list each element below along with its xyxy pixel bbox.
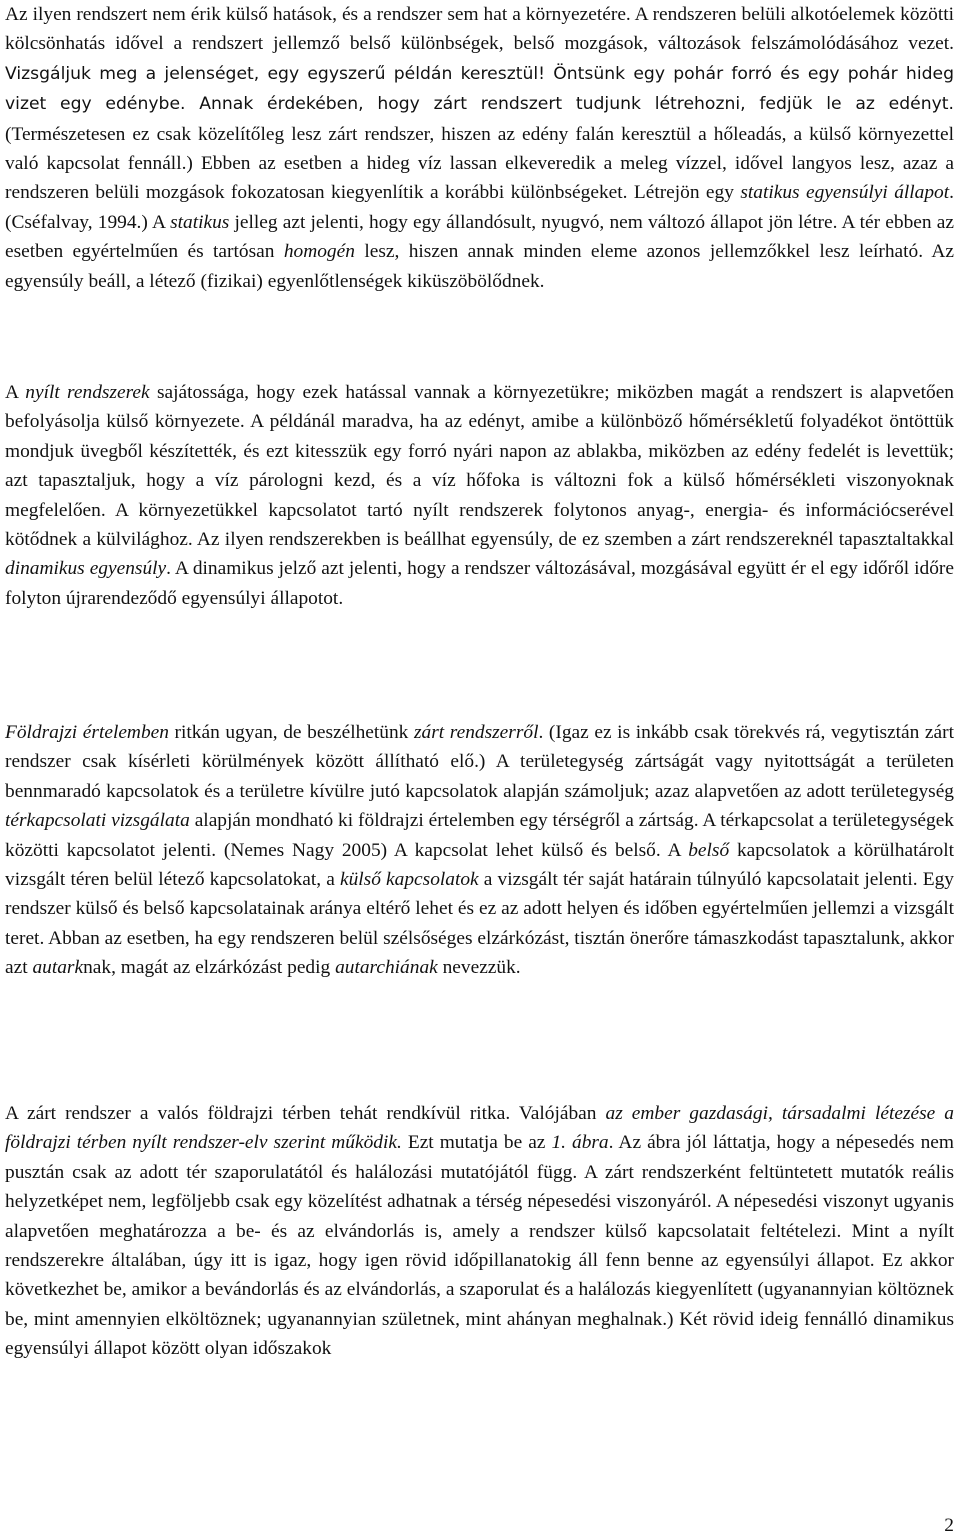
paragraph-closed-systems <box>5 0 954 296</box>
body-text: alapján mondható ki földrajzi értelemben egy térségről a zártság. A térkapcsolat a területegységek közötti kapcsolatot jelenti. (Nemes Nagy 2005) A kapcsolat lehet külső és belső. A <box>5 810 955 861</box>
body-text: nevezzük. <box>437 957 521 979</box>
emphasis-text: 1. ábra <box>551 1132 609 1154</box>
body-text: . A dinamikus jelző azt jelenti, hogy a rendszer változásával, mozgásával együtt ér el egy időről időre folyton újrarendeződő egyensúlyi állapotot. <box>5 558 954 609</box>
page-number: 2 <box>944 1515 954 1536</box>
paragraph-open-systems <box>5 378 954 613</box>
body-text: jelleg azt jelenti, hogy egy állandósult, nyugvó, nem változó állapot jön létre. A tér ebben az esetben egyértelműen és tartósan <box>5 211 954 263</box>
emphasis-text: térkapcsolati vizsgálata <box>5 810 190 832</box>
emphasis-text: statikus egyensúlyi állapot <box>740 182 950 204</box>
body-text: ritkán ugyan, de beszélhetünk <box>168 722 414 743</box>
paragraph-population-open-system <box>5 1099 954 1364</box>
emphasis-text: homogén <box>283 241 355 263</box>
body-text: A zárt rendszer a valós földrajzi térben tehát rendkívül ritka. Valójában <box>5 1103 606 1124</box>
emphasis-text: autarchiának <box>335 957 438 979</box>
emphasis-text: dinamikus egyensúly <box>5 558 167 580</box>
emphasis-text: belső <box>688 839 730 861</box>
emphasis-text: autark <box>32 957 84 979</box>
body-text: . (Cséfalvay, 1994.) A <box>5 182 954 233</box>
emphasis-text: az ember gazdasági, társadalmi létezése a földrajzi térben nyílt rendszer-elv szerint működik. <box>5 1103 954 1154</box>
body-text: Az ilyen rendszert nem érik külső hatások, és a rendszer sem hat a környezetére. A rendszeren belüli alkotóelemek közötti kölcsönhatás idővel a rendszert jellemző belső különbségek, belső mozgások, változások felszámolódásához vezet. <box>5 4 954 55</box>
body-text: kapcsolatok a körülhatárolt vizsgált téren belül létező kapcsolatokat, a <box>5 839 955 891</box>
body-text: a vizsgált tér saját határain túlnyúló kapcsolatait jelenti. Egy rendszer külső és belső kapcsolatainak aránya eltérő lehet és ez az adott helyen és időben egyértelműen jellemzi a vizsgált teret. Abban az esetben, ha egy rendszeren belül szélsőséges elzárkózást, tisztán önerőre támaszkodást tapasztalunk, akkor azt <box>5 869 954 979</box>
paragraph-geographic-closed-systems <box>5 718 954 983</box>
body-text: sajátossága, hogy ezek hatással vannak a környezetükre; miközben magát a rendszert is alapvetően befolyásolja külső környezete. A példánál maradva, ha az edényt, amibe a különböző hőmérsékletű folyadékot öntöttük mondjuk üvegből készítették, és ezt kitesszük egy forró nyári napon az ablakba, miközben az edény fedelét is levettük; azt tapasztaljuk, hogy a víz párologni kezd, és a víz hőfoka is változni fok a külső hőmérsékleti viszonyoknak megfelelően. A környezetükkel kapcsolatot tartó nyílt rendszerek folytonos anyag-, energia- és információcserével kötődnek a külvilághoz. Az ilyen rendszerekben is beállhat egyensúly, de ez szemben a zárt rendszereknél tapasztaltakkal <box>5 382 954 551</box>
emphasis-text: zárt rendszerről <box>413 722 539 743</box>
emphasis-text: nyílt rendszerek <box>25 382 150 403</box>
body-text: (Természetesen ez csak közelítőleg lesz zárt rendszer, hiszen az edény falán keresztül a hőleadás, a külső környezettel való kapcsolat fennáll.) Ebben az esetben a hideg víz lassan elkeveredik a meleg vízzel, idővel langyos lesz, azaz a rendszeren belüli mozgások fokozatosan kiegyenlítik a korábbi különbségeket. Létrejön egy <box>5 123 954 204</box>
body-text: . (Igaz ez is inkább csak törekvés rá, vegytisztán zárt rendszer csak kísérleti körülmények között állítható elő.) A területegység zártságát vagy nyitottságát a területen bennmaradó kapcsolatok és a területre kívülre jutó kapcsolatok alapján számoljuk; azaz alapvetően az adott területegység <box>5 722 954 802</box>
body-text: A <box>5 382 26 403</box>
body-text: lesz, hiszen annak minden eleme azonos jellemzőkkel lesz leírható. Az egyensúly beáll, a létező (fizikai) egyenlőtlenségek kiküszöbölődnek. <box>5 241 954 292</box>
emphasis-text: Földrajzi értelemben <box>5 722 169 743</box>
example-text: Vizsgáljuk meg a jelenséget, egy egyszerű példán keresztül! Öntsünk egy pohár forró és egy pohár hideg vizet egy edénybe. Annak érdekében, hogy zárt rendszert tudjunk létrehozni, fedjük le az edényt. <box>5 63 954 115</box>
body-text: nak, magát az elzárkózást pedig <box>83 957 336 979</box>
emphasis-text: külső kapcsolatok <box>339 869 479 891</box>
emphasis-text: statikus <box>170 211 230 233</box>
body-text: . Az ábra jól láttatja, hogy a népesedés nem pusztán csak az adott tér szaporulatától és halálozási mutatójától függ. A zárt rendszerként feltüntetett mutatók reális helyzetképet nem, legföljebb csak egy közelítést adhatnak a térség népesedési viszonyáról. A népesedési viszonyt ugyanis alapvetően meghatározza a be- és az elvándorlás is, amely a rendszer külső kapcsolatait feltételezi. Mint a nyílt rendszerekre általában, úgy itt is igaz, hogy igen rövid időpillanatokig áll fenn benne az egyensúlyi állapot. Ez akkor következhet be, amikor a bevándorlás és az elvándorlás, a szaporulat és a halálozás kiegyenlített (ugyanannyian költöznek be, mint amennyien elköltöznek; ugyanannyian születnek, mint ahányan meghalnak.) Két rövid ideig fennálló dinamikus egyensúlyi állapot között olyan időszakok <box>5 1132 954 1360</box>
body-text: Ezt mutatja be az <box>401 1132 552 1154</box>
